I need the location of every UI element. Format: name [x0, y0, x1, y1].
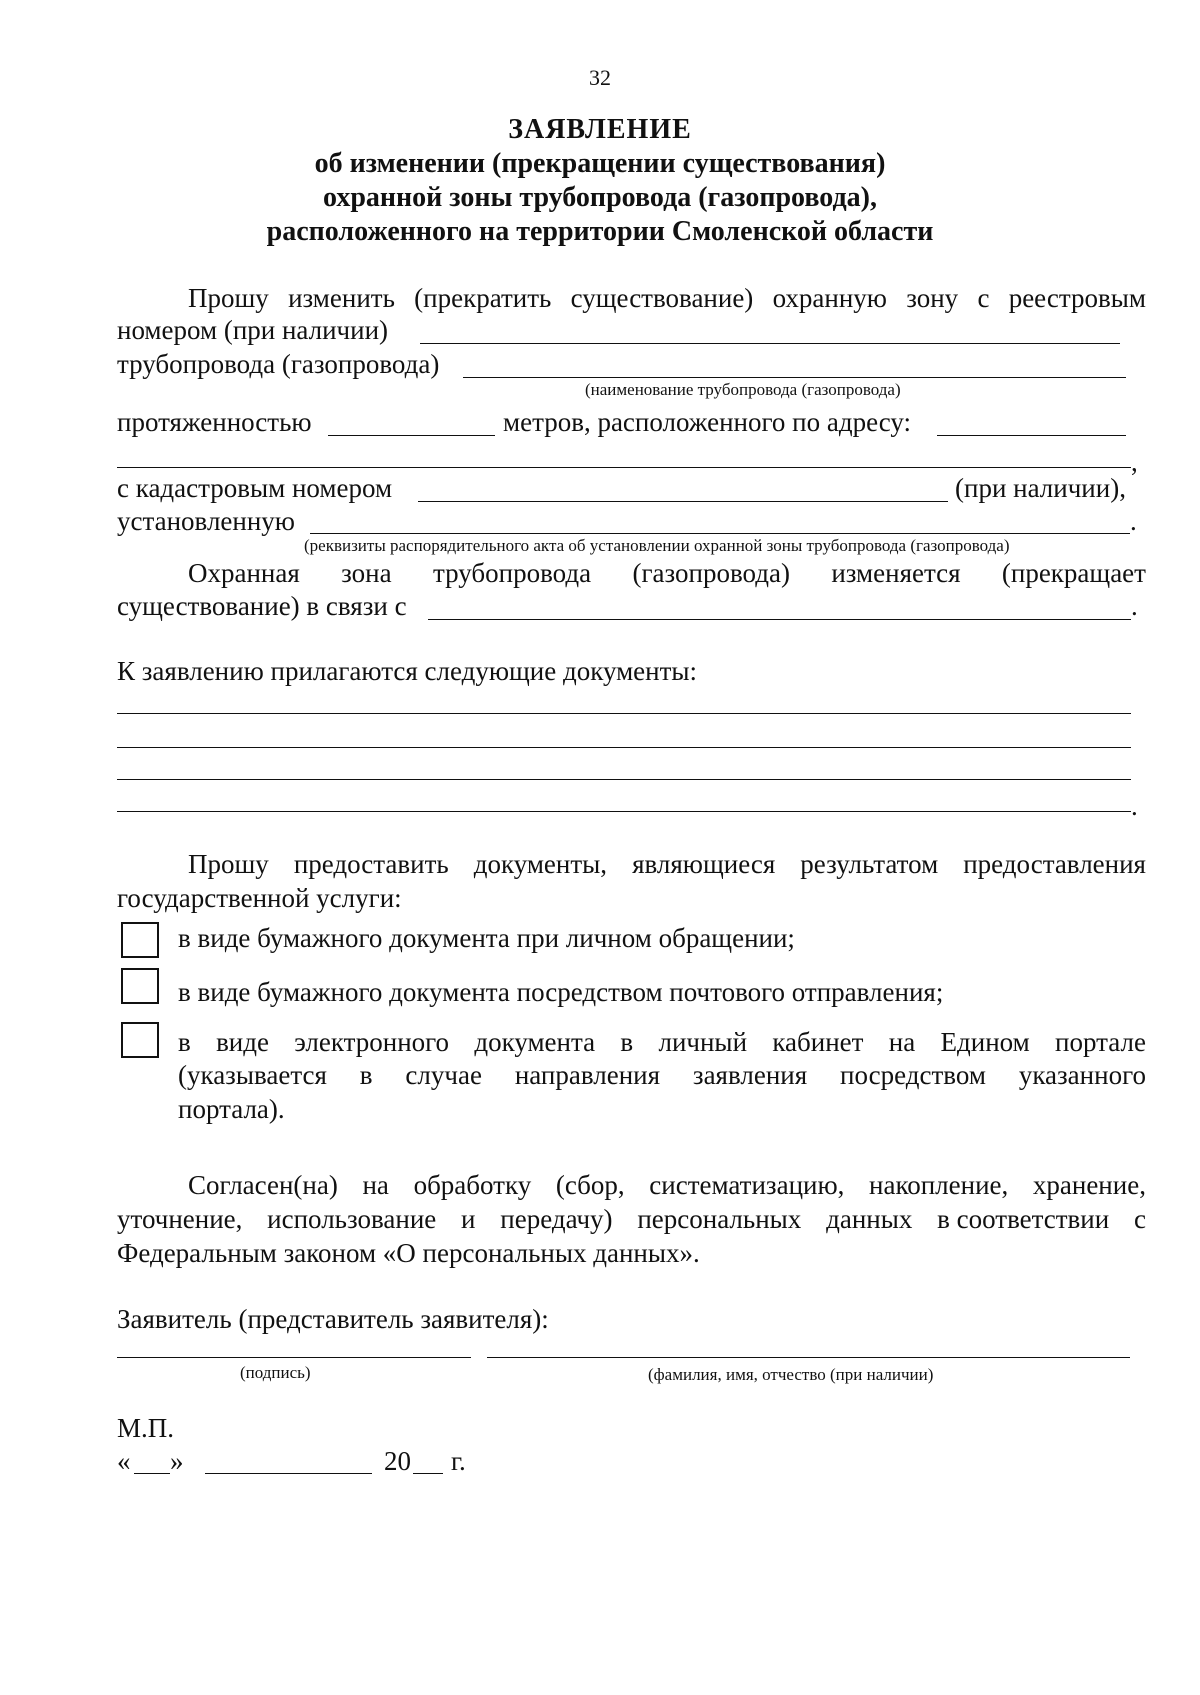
word: результатом — [800, 849, 939, 879]
address-comma: , — [1131, 447, 1138, 477]
word: в соответствии — [937, 1204, 1110, 1234]
pipeline-name-field[interactable] — [463, 377, 1126, 378]
attachment-field-3[interactable] — [117, 779, 1131, 780]
word: персональных — [637, 1204, 802, 1234]
word: систематизацию, — [649, 1170, 845, 1200]
date-month-field[interactable] — [205, 1473, 372, 1474]
reason-field[interactable] — [428, 619, 1131, 620]
delivery-line-1 — [188, 848, 1146, 880]
date-year-prefix: 20 — [384, 1446, 411, 1476]
word: (прекращает — [1001, 558, 1146, 588]
length-field[interactable] — [328, 435, 495, 436]
registry-number-field[interactable] — [420, 343, 1120, 344]
word: трубопровода — [432, 558, 592, 588]
fio-field[interactable] — [487, 1357, 1130, 1358]
word: портале — [1055, 1027, 1146, 1057]
word: (газопровода) — [632, 558, 790, 588]
consent-line-2 — [117, 1203, 1146, 1235]
act-details-hint: (реквизиты распорядительного акта об установлении охранной зоны трубопровода (газопровода) — [304, 536, 1010, 555]
option-electronic-line-3: портала). — [178, 1094, 285, 1124]
word: существование) — [570, 283, 754, 313]
word: электронного — [294, 1027, 450, 1057]
document-subtitle-2: охранной зоны трубопровода (газопровода), — [323, 182, 877, 213]
consent-line-1 — [188, 1169, 1146, 1201]
stamp-label: М.П. — [117, 1413, 175, 1443]
option-personal-visit: в виде бумажного документа при личном обращении; — [178, 923, 795, 953]
word: уточнение, — [117, 1204, 243, 1234]
pipeline-label: трубопровода (газопровода) — [117, 349, 440, 379]
option-electronic-line-1 — [178, 1026, 1146, 1058]
document-title: ЗАЯВЛЕНИЕ — [508, 114, 692, 145]
applicant-label: Заявитель (представитель заявителя): — [117, 1304, 549, 1334]
word: в — [178, 1027, 191, 1057]
word: с — [977, 283, 990, 313]
word: документы, — [473, 849, 608, 879]
reason-period: . — [1131, 591, 1138, 621]
word: обработку — [413, 1170, 532, 1200]
word: Охранная — [188, 558, 300, 588]
word: Прошу — [188, 283, 269, 313]
word: документа — [474, 1027, 596, 1057]
length-label: протяженностью — [117, 407, 312, 437]
word: являющиеся — [632, 849, 776, 879]
delivery-line-2: государственной услуги: — [117, 883, 402, 913]
word: направления — [514, 1060, 661, 1090]
option-postal-mail: в виде бумажного документа посредством почтового отправления; — [178, 977, 944, 1007]
word: предоставления — [963, 849, 1146, 879]
word: указанного — [1018, 1060, 1146, 1090]
established-period: . — [1130, 506, 1137, 536]
fio-hint: (фамилия, имя, отчество (при наличии) — [648, 1365, 934, 1384]
attachments-label: К заявлению прилагаются следующие документы: — [117, 656, 698, 686]
date-day-field[interactable] — [134, 1473, 170, 1474]
word: (сбор, — [555, 1170, 625, 1200]
word: передачу) — [500, 1204, 613, 1234]
word: Прошу — [188, 849, 269, 879]
word: Едином — [940, 1027, 1030, 1057]
reason-line-1 — [188, 557, 1146, 589]
cadastral-number-field[interactable] — [418, 501, 948, 502]
attachment-field-4[interactable] — [117, 811, 1131, 812]
document-subtitle-3: расположенного на территории Смоленской области — [266, 216, 934, 247]
checkbox-personal-visit[interactable] — [121, 922, 159, 958]
date-year-field[interactable] — [413, 1473, 443, 1474]
document-subtitle-1: об изменении (прекращении существования) — [314, 148, 886, 179]
word: в — [620, 1027, 634, 1057]
word: накопление, — [869, 1170, 1009, 1200]
attachments-period: . — [1131, 791, 1138, 821]
word: виде — [216, 1027, 269, 1057]
cadastral-if-any: (при наличии), — [955, 473, 1126, 503]
word: случае — [405, 1060, 482, 1090]
word: реестровым — [1008, 283, 1146, 313]
word: на — [888, 1027, 916, 1057]
pipeline-name-hint: (наименование трубопровода (газопровода) — [585, 380, 901, 399]
word: зона — [341, 558, 392, 588]
word: охранную — [772, 283, 887, 313]
checkbox-postal-mail[interactable] — [121, 968, 159, 1004]
address-field-continued[interactable] — [117, 467, 1131, 468]
checkbox-electronic-portal[interactable] — [121, 1022, 159, 1058]
attachment-field-1[interactable] — [117, 713, 1131, 714]
act-details-field[interactable] — [310, 533, 1130, 534]
word: в — [359, 1060, 373, 1090]
consent-line-3: Федеральным законом «О персональных данных». — [117, 1238, 700, 1268]
word: посредством — [840, 1060, 986, 1090]
word: с — [1133, 1204, 1146, 1234]
word: на — [362, 1170, 389, 1200]
meters-address-label: метров, расположенного по адресу: — [503, 407, 911, 437]
word: заявления — [692, 1060, 808, 1090]
address-field[interactable] — [937, 435, 1126, 436]
request-line-1 — [188, 282, 1146, 314]
word: (указывается — [178, 1060, 327, 1090]
word: использование — [267, 1204, 437, 1234]
word: и — [461, 1204, 476, 1234]
word: изменить — [288, 283, 395, 313]
registry-number-label: номером (при наличии) — [117, 315, 389, 345]
word: Согласен(на) — [188, 1170, 338, 1200]
word: (прекратить — [414, 283, 552, 313]
page-number: 32 — [589, 65, 611, 90]
word: изменяется — [831, 558, 961, 588]
word: личный — [658, 1027, 748, 1057]
word: данных — [826, 1204, 913, 1234]
word: кабинет — [772, 1027, 864, 1057]
date-open-quote: « — [117, 1446, 131, 1476]
signature-hint: (подпись) — [240, 1363, 311, 1382]
date-close-quote: » — [170, 1446, 184, 1476]
signature-field[interactable] — [117, 1357, 471, 1358]
word: предоставить — [293, 849, 449, 879]
cadastral-label: с кадастровым номером — [117, 473, 393, 503]
established-label: установленную — [117, 506, 295, 536]
date-year-suffix: г. — [451, 1446, 466, 1476]
word: зону — [906, 283, 959, 313]
reason-label: существование) в связи с — [117, 591, 407, 621]
option-electronic-line-2 — [178, 1059, 1146, 1091]
attachment-field-2[interactable] — [117, 747, 1131, 748]
word: хранение, — [1032, 1170, 1146, 1200]
